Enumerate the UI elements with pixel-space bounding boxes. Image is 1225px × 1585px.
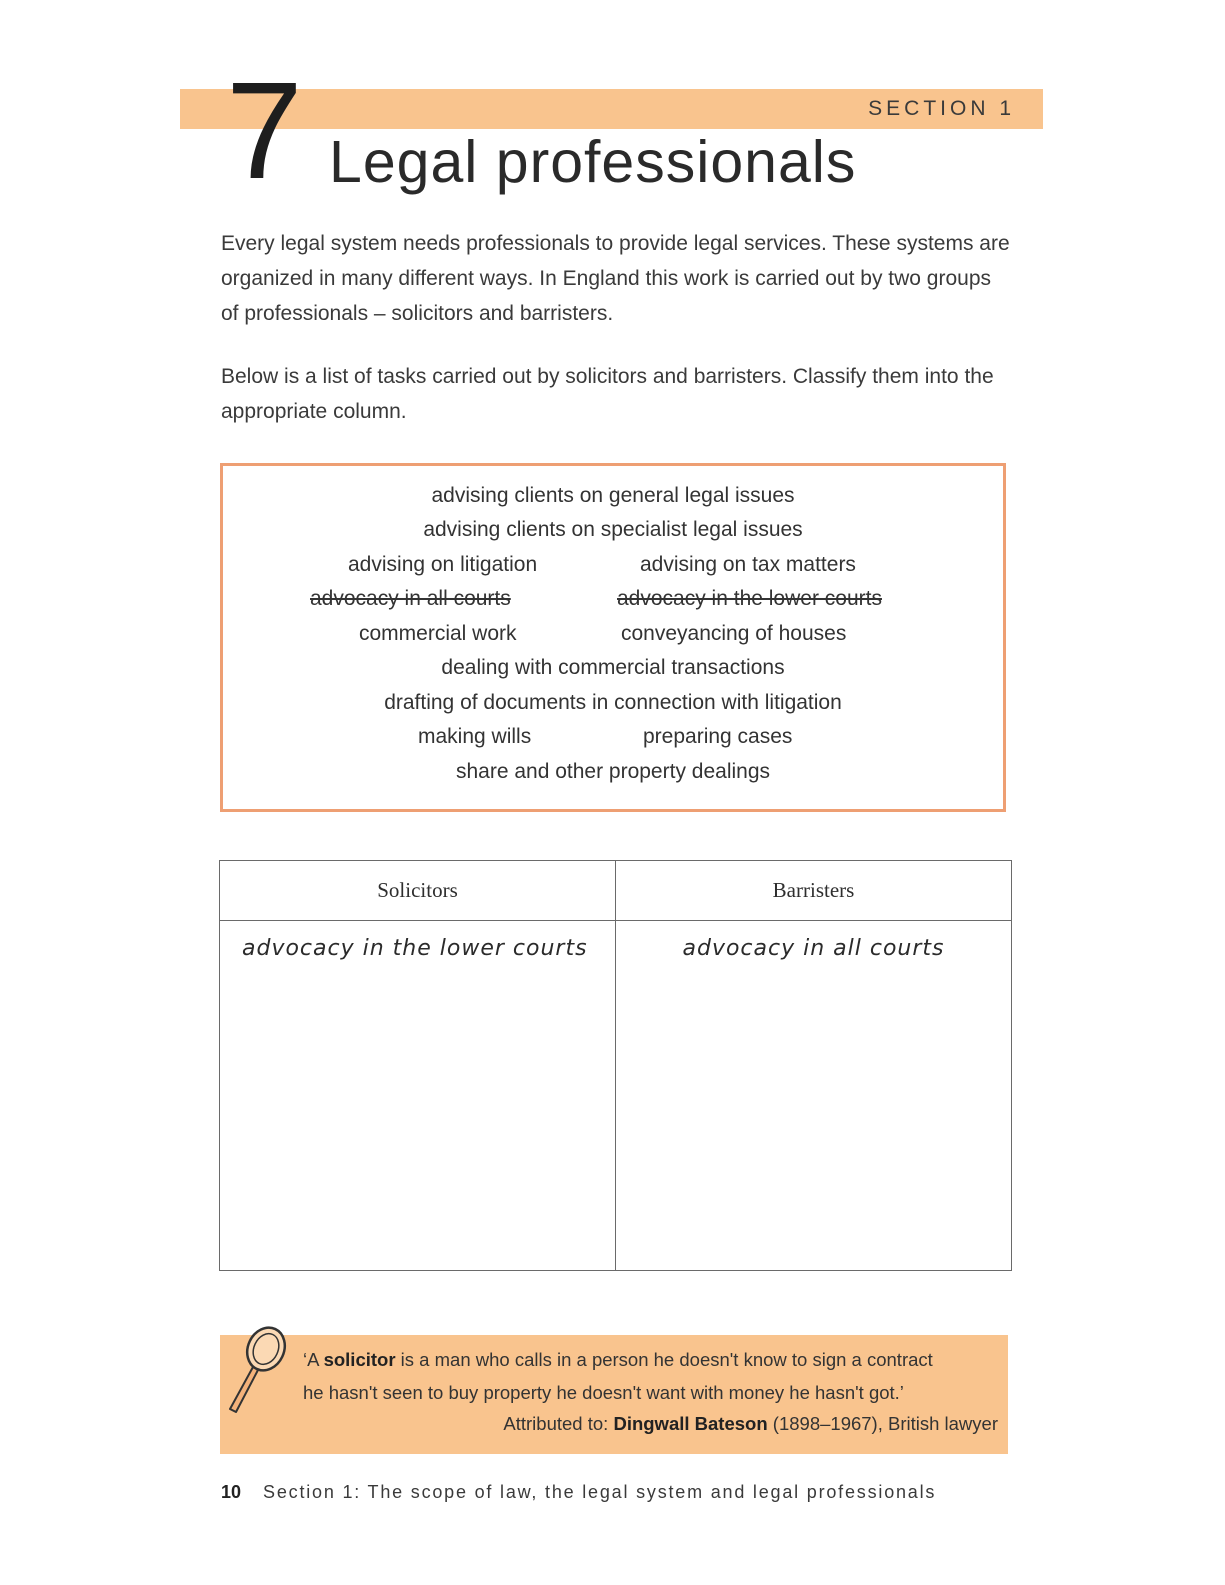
task-item-crossed-out: advocacy in all courts bbox=[310, 587, 511, 610]
task-item: commercial work bbox=[359, 622, 517, 645]
task-item-crossed-out: advocacy in the lower courts bbox=[617, 587, 882, 610]
running-title: Section 1: The scope of law, the legal system and legal professionals bbox=[263, 1482, 937, 1502]
quote-line-1: is a man who calls in a person he doesn't know to sign a contract bbox=[395, 1349, 933, 1370]
intro-paragraph: Every legal system needs professionals to provide legal services. These systems are organized in many different ways. In England this work is carried out by two groups of professionals – solicitors and barristers. bbox=[221, 232, 1010, 325]
chapter-number: 7 bbox=[226, 54, 299, 208]
section-label: SECTION 1 bbox=[868, 97, 1015, 120]
task-item: conveyancing of houses bbox=[621, 622, 847, 645]
attribution-suffix: (1898–1967), British lawyer bbox=[767, 1413, 998, 1434]
task-item: advising on litigation bbox=[348, 553, 538, 576]
magnifying-glass-icon bbox=[220, 1323, 292, 1415]
quote-term: solicitor bbox=[323, 1349, 396, 1370]
task-item: preparing cases bbox=[643, 725, 793, 748]
section-band bbox=[180, 89, 1043, 129]
page-number: 10 bbox=[221, 1482, 242, 1502]
barristers-answer: advocacy in all courts bbox=[682, 936, 945, 961]
quote-author: Dingwall Bateson bbox=[613, 1413, 768, 1434]
attribution-prefix: Attributed to: bbox=[503, 1413, 614, 1434]
barristers-column-header: Barristers bbox=[772, 878, 855, 902]
task-item: advising on tax matters bbox=[640, 553, 856, 576]
quote-open: ‘A bbox=[303, 1349, 324, 1370]
task-item: advising clients on specialist legal issues bbox=[423, 518, 803, 541]
solicitors-column-header: Solicitors bbox=[377, 878, 458, 902]
quote-attribution bbox=[503, 1407, 998, 1440]
header-divider bbox=[220, 920, 1011, 921]
quote-box bbox=[220, 1335, 1008, 1454]
task-item: drafting of documents in connection with litigation bbox=[384, 691, 842, 714]
column-divider bbox=[615, 861, 616, 1270]
quote-line-2: he hasn't seen to buy property he doesn't want with money he hasn't got.’ bbox=[303, 1382, 904, 1403]
task-item: making wills bbox=[418, 725, 532, 748]
page-title: Legal professionals bbox=[329, 129, 857, 195]
task-list-box bbox=[220, 463, 1006, 812]
classification-table bbox=[219, 860, 1012, 1271]
solicitors-answer: advocacy in the lower courts bbox=[242, 936, 588, 961]
task-item: dealing with commercial transactions bbox=[441, 656, 785, 679]
instructions-paragraph: Below is a list of tasks carried out by solicitors and barristers. Classify them into the appropriate column. bbox=[221, 365, 994, 423]
task-item: advising clients on general legal issues bbox=[431, 484, 795, 507]
page-footer bbox=[221, 1482, 936, 1503]
quote-text bbox=[303, 1343, 933, 1409]
task-item: share and other property dealings bbox=[455, 760, 771, 783]
